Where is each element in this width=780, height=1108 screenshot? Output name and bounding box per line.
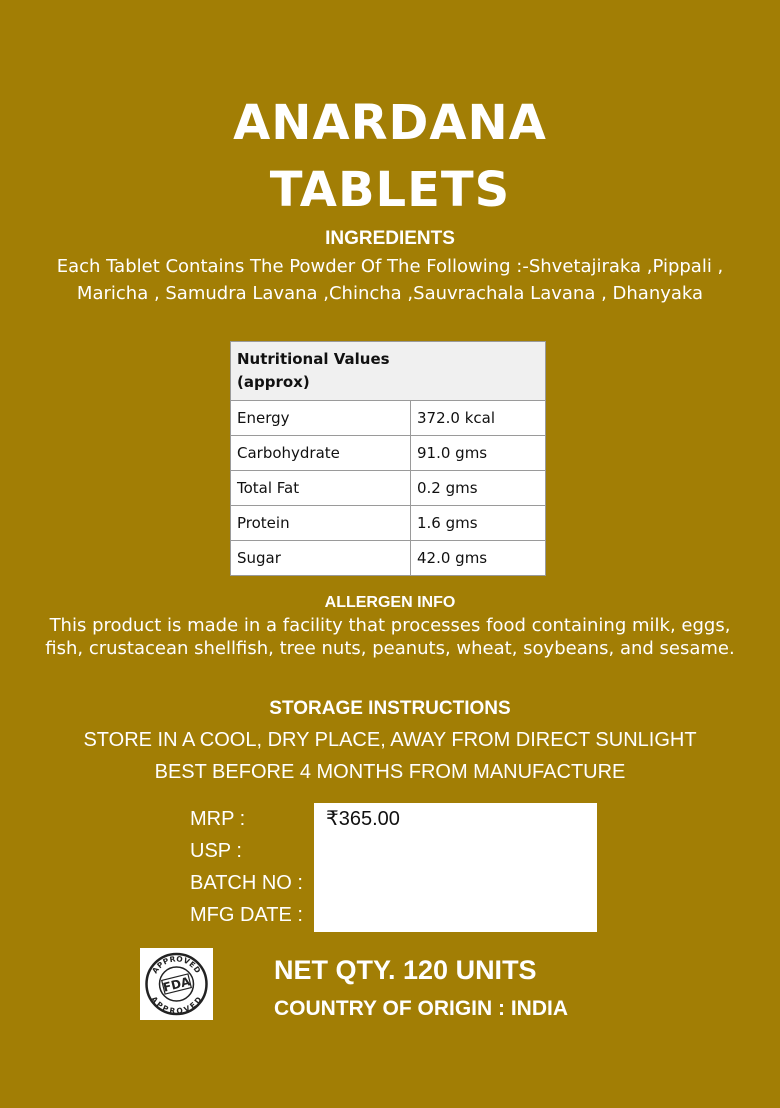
nutrition-table <box>230 341 546 576</box>
table-row <box>231 401 546 436</box>
price-info-box <box>314 803 597 932</box>
storage-instruction: STORE IN A COOL, DRY PLACE, AWAY FROM DIRECT SUNLIGHT <box>83 729 697 751</box>
mrp-value: ₹365.00 <box>326 808 400 830</box>
nutrient-name: Total Fat <box>231 471 411 506</box>
ingredients-heading: INGREDIENTS <box>325 228 455 249</box>
nutrient-value: 372.0 kcal <box>411 401 546 436</box>
product-title-line2: TABLETS <box>269 162 511 218</box>
allergen-heading: ALLERGEN INFO <box>324 594 456 611</box>
country-of-origin: COUNTRY OF ORIGIN : INDIA <box>274 997 568 1020</box>
table-row <box>231 506 546 541</box>
nutrient-value: 42.0 gms <box>411 541 546 576</box>
svg-text:APPROVED: APPROVED <box>150 954 203 976</box>
nutrient-name: Energy <box>231 401 411 436</box>
table-row <box>231 471 546 506</box>
product-title-line1: ANARDANA <box>233 95 547 151</box>
fda-approved-badge <box>140 948 213 1020</box>
table-row <box>231 436 546 471</box>
nutrient-value: 91.0 gms <box>411 436 546 471</box>
nutrient-name: Protein <box>231 506 411 541</box>
batch-no-label: BATCH NO : <box>190 872 303 894</box>
mfg-date-label: MFG DATE : <box>190 904 303 926</box>
table-row <box>231 541 546 576</box>
nutrient-name: Sugar <box>231 541 411 576</box>
best-before-text: BEST BEFORE 4 MONTHS FROM MANUFACTURE <box>154 761 626 783</box>
nutrient-name: Carbohydrate <box>231 436 411 471</box>
ingredients-text: Each Tablet Contains The Powder Of The Following :-Shvetajiraka ,Pippali , Maricha , Samudra Lavana ,Chincha ,Sauvrachala Lavana , Dhanyaka <box>56 256 724 304</box>
nutrient-value: 0.2 gms <box>411 471 546 506</box>
svg-text:APPROVED: APPROVED <box>149 994 204 1016</box>
allergen-text: This product is made in a facility that processes food containing milk, eggs, fish, crustacean shellfish, tree nuts, peanuts, wheat, soybeans, and sesame. <box>45 615 735 659</box>
net-quantity: NET QTY. 120 UNITS <box>274 955 537 985</box>
nutrient-value: 1.6 gms <box>411 506 546 541</box>
usp-label: USP : <box>190 840 242 862</box>
mrp-label: MRP : <box>190 808 246 830</box>
fda-seal-icon <box>140 948 213 1020</box>
nutrition-table-heading: Nutritional Values (approx) <box>231 342 546 401</box>
svg-text:FDA: FDA <box>161 974 192 995</box>
storage-heading: STORAGE INSTRUCTIONS <box>269 698 511 719</box>
